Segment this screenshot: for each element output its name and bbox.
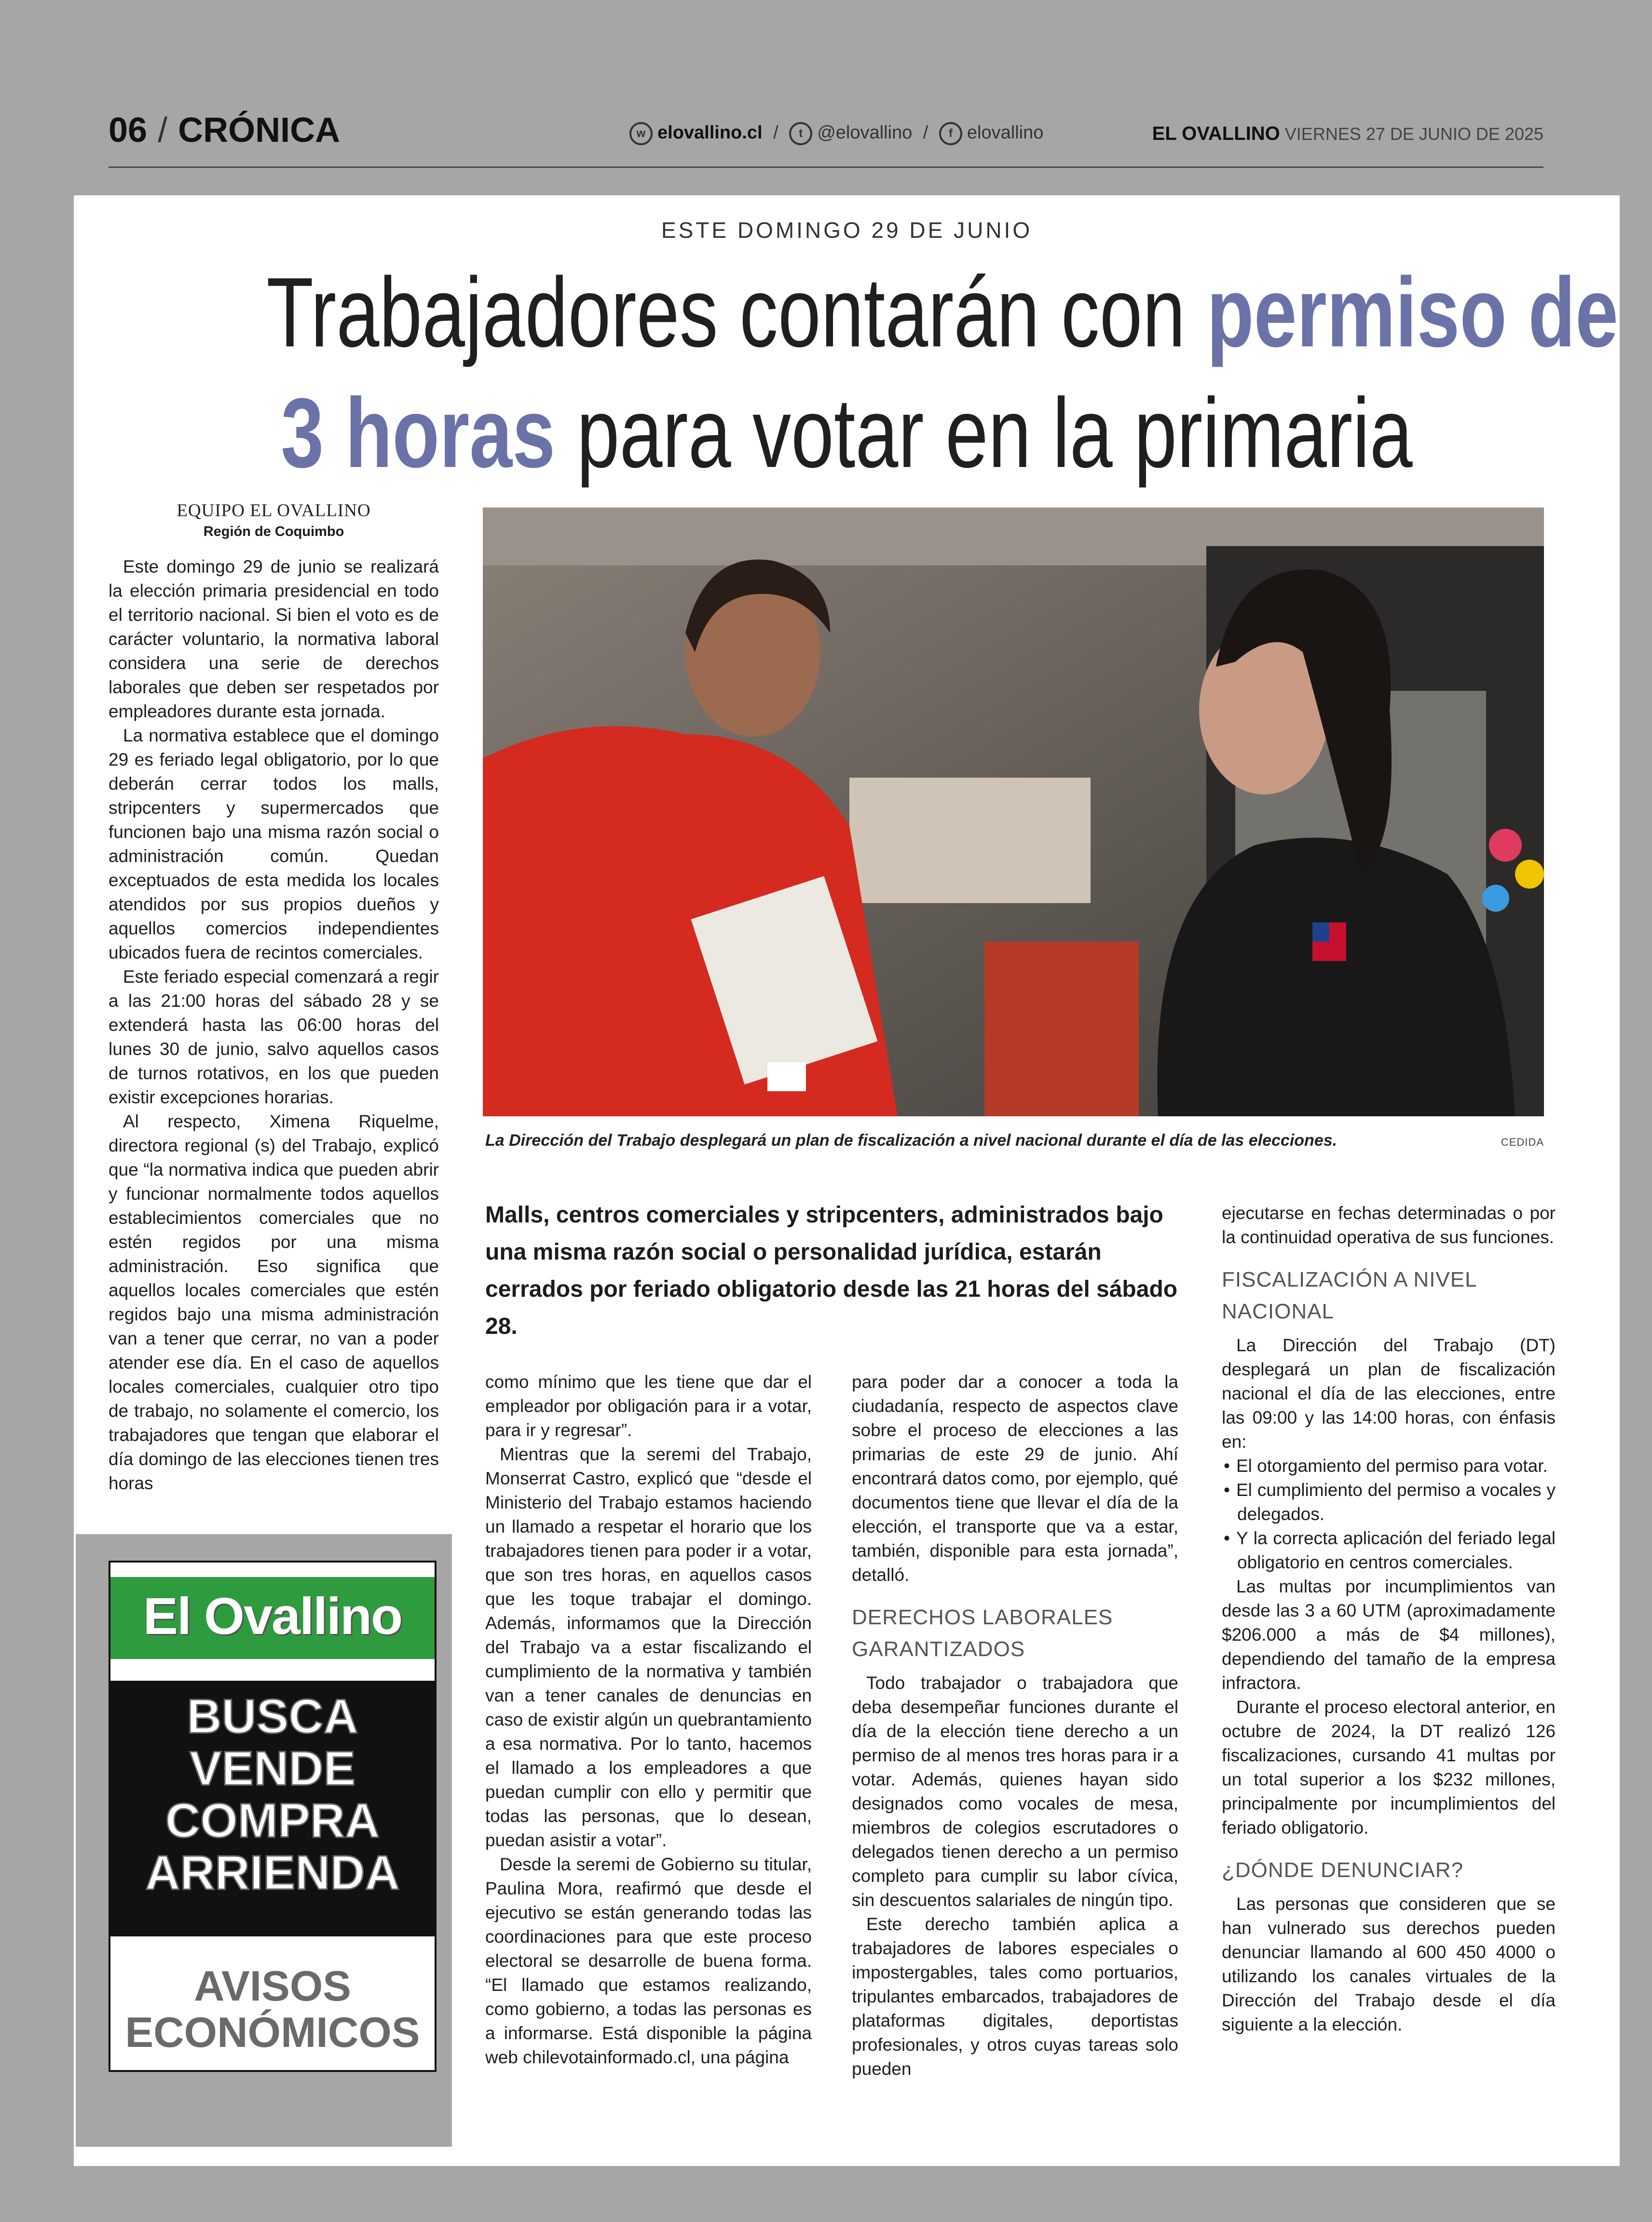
subheading: FISCALIZACIÓN A NIVEL NACIONAL bbox=[1222, 1268, 1476, 1323]
photo-illustration bbox=[483, 507, 1544, 1116]
facebook-handle[interactable]: elovallino bbox=[967, 123, 1044, 143]
ad-words bbox=[110, 1690, 435, 1899]
subheading: DERECHOS LABORALES GARANTIZADOS bbox=[852, 1605, 1113, 1661]
headline-plain: para votar en la primaria bbox=[555, 378, 1413, 488]
headline-line-2 bbox=[266, 373, 1427, 494]
subheading: ¿DÓNDE DENUNCIAR? bbox=[1222, 1858, 1464, 1882]
headline-highlight: 3 horas bbox=[281, 378, 556, 488]
brand-name: EL OVALLINO bbox=[1152, 123, 1280, 144]
byline bbox=[109, 500, 439, 540]
facebook-icon: f bbox=[939, 122, 962, 145]
paragraph: para poder dar a conocer a toda la ciudadanía, respecto de aspectos clave sobre el proceso de elecciones a las primarias de este 29 de junio. Ahí encontrará datos como, por ejemplo, qué documentos tiene que llevar el día de la elección, el transporte que va a estar, también, disponible para esta jornada”, detalló. bbox=[852, 1372, 1178, 1585]
paragraph: Todo trabajador o trabajadora que deba desempeñar funciones durante el día de la elección tiene derecho a un permiso de al menos tres horas para ir a votar. Además, quienes hayan sido designados como vocales de mesa, miembros de colegios escrutadores o delegados tienen derecho a un permiso completo para cumplir su labor cívica, sin descuentos salariales de ningún tipo. bbox=[852, 1673, 1178, 1910]
ad-logo: El Ovallino bbox=[143, 1587, 402, 1645]
paragraph: ejecutarse en fechas determinadas o por la continuidad operativa de sus funciones. bbox=[1222, 1203, 1556, 1247]
paragraph: La Dirección del Trabajo (DT) desplegará un plan de fiscalización nacional el día de las elecciones, entre las 09:00 y las 14:00 horas, con énfasis en: bbox=[1222, 1335, 1556, 1452]
paragraph: Al respecto, Ximena Riquelme, directora regional (s) del Trabajo, explicó que “la normativa indica que pueden abrir y funcionar normalmente todos aquellos establecimientos comerciales que no estén regidos por una misma administración. Eso significa que aquellos locales comerciales que estén regidos bajo una misma administración van a tener que cerrar, no van a poder atender ese día. En el caso de aquellos locales comerciales, cualquier otro tipo de trabajo, no solamente el comercio, los trabajadores que tengan que elaborar el día domingo de las elecciones tienen tres horas bbox=[109, 1111, 439, 1493]
slash-divider: / bbox=[158, 111, 168, 150]
byline-region: Región de Coquimbo bbox=[203, 524, 344, 539]
byline-author: EQUIPO EL OVALLINO bbox=[177, 501, 371, 521]
ad-frame bbox=[76, 1534, 452, 2147]
bullet-item: • El cumplimiento del permiso a vocales y delegados. bbox=[1222, 1478, 1556, 1526]
paragraph: La normativa establece que el domingo 29 es feriado legal obligatorio, por lo que deberán cerrar todos los malls, stripcenters y supermercados que funcionen bajo una misma razón social o administración común. Quedan exceptuados de esta medida los locales atendidos por sus propios dueños y aquellos comercios independientes ubicados fuera de recintos comerciales. bbox=[109, 726, 439, 962]
paragraph: Este derecho también aplica a trabajadores de labores especiales o impostergables, tales como portuarios, tripulantes embarcados, trabajadores de plataformas digitales, deportistas profesionales, y otros cuyas tareas solo pueden bbox=[852, 1914, 1178, 2079]
page-number: 06 bbox=[109, 111, 148, 150]
photo-credit: CEDIDA bbox=[1501, 1136, 1544, 1148]
article-photo bbox=[483, 507, 1544, 1116]
kicker: ESTE DOMINGO 29 DE JUNIO bbox=[661, 218, 1033, 243]
photo-caption: La Dirección del Trabajo desplegará un plan de fiscalización a nivel nacional durante el día de las elecciones. bbox=[485, 1131, 1338, 1150]
paragraph: Durante el proceso electoral anterior, en octubre de 2024, la DT realizó 126 fiscalizaciones, cursando 41 multas por un total superior a los $232 millones, principalmente por incumplimientos del feriado obligatorio. bbox=[1222, 1697, 1556, 1838]
text-column-4 bbox=[1222, 1201, 1556, 2037]
page-section bbox=[109, 110, 340, 150]
bullet-item: • El otorgamiento del permiso para votar. bbox=[1222, 1454, 1556, 1478]
section-name: CRÓNICA bbox=[178, 111, 341, 150]
text-column-1 bbox=[109, 555, 439, 1495]
paragraph: Este feriado especial comenzará a regir a las 21:00 horas del sábado 28 y se extenderá hasta las 06:00 horas del lunes 30 de junio, salvo aquellos casos de turnos rotativos, en los que pueden existir excepciones horarias. bbox=[109, 967, 439, 1107]
twitter-handle[interactable]: @elovallino bbox=[817, 123, 913, 143]
paragraph: Desde la seremi de Gobierno su titular, Paulina Mora, reafirmó que desde el ejecutivo se están generando todas las coordinaciones para que este proceso electoral se desarrolle de buena forma. “El llamado que estamos realizando, como gobierno, a todas las personas es a informarse. Está disponible la página web chilevotainformado.cl, una página bbox=[485, 1854, 812, 2067]
www-icon: w bbox=[629, 122, 653, 145]
text-column-2 bbox=[485, 1370, 812, 2070]
text-column-3 bbox=[852, 1370, 1178, 2081]
ad-logo-bar bbox=[110, 1577, 435, 1659]
ad-bottom-word: AVISOS bbox=[193, 1962, 351, 2010]
ad-word: ARRIENDA bbox=[145, 1846, 400, 1900]
paragraph: Las multas por incumplimientos van desde las 3 a 60 UTM (aproximadamente $206.000 a más de $4 millones), dependiendo del tamaño de la empresa infractora. bbox=[1222, 1577, 1556, 1693]
classifieds-ad[interactable] bbox=[109, 1561, 437, 2072]
paragraph: Las personas que consideren que se han vulnerado sus derechos pueden denunciar llamando al 600 450 4000 o utilizando los canales virtuales de la Dirección del Trabajo desde el día siguiente a la elección. bbox=[1222, 1894, 1556, 2034]
divider: / bbox=[923, 123, 928, 143]
lead-paragraph: Malls, centros comerciales y stripcenters, administrados bajo una misma razón social o personalidad jurídica, estarán cerrados por feriado obligatorio desde las 21 horas del sábado 28. bbox=[485, 1202, 1178, 1339]
article-card bbox=[74, 195, 1620, 2166]
edition-info bbox=[1152, 123, 1543, 145]
ad-word: VENDE bbox=[189, 1742, 356, 1796]
paragraph: Este domingo 29 de junio se realizará la elección primaria presidencial en todo el territorio nacional. Si bien el voto es de carácter voluntario, la normativa laboral considera una serie de derechos laborales que deben ser respetados por empleadores durante esta jornada. bbox=[109, 557, 439, 721]
paragraph: Mientras que la seremi del Trabajo, Monserrat Castro, explicó que “desde el Ministerio del Trabajo estamos haciendo un llamado a respetar el horario que los trabajadores tienen para poder ir a votar, que son tres horas, en aquellos casos que les toque trabajar el domingo. Además, informamos que la Dirección del Trabajo va a estar fiscalizando el cumplimiento de la normativa y también van a tener canales de denuncias en caso de existir algún un quebrantamiento a esa normativa. Por lo tanto, hacemos el llamado a los empleadores a que puedan cumplir con ello y permitir que todas las personas, que lo desean, puedan asistir a votar”. bbox=[485, 1444, 812, 1850]
headline-plain: Trabajadores contarán con bbox=[266, 257, 1207, 368]
bullet-item: • Y la correcta aplicación del feriado legal obligatorio en centros comerciales. bbox=[1222, 1526, 1556, 1575]
masthead bbox=[109, 104, 1543, 168]
website-link[interactable]: elovallino.cl bbox=[657, 123, 763, 143]
ad-bottom-word: ECONÓMICOS bbox=[125, 2008, 420, 2056]
divider: / bbox=[773, 123, 778, 143]
social-links bbox=[629, 122, 1043, 145]
headline-highlight: permiso de bbox=[1206, 257, 1618, 368]
edition-date: VIERNES 27 DE JUNIO DE 2025 bbox=[1284, 124, 1543, 144]
headline-line-1 bbox=[266, 252, 1618, 373]
ad-bottom-text bbox=[110, 1963, 435, 2056]
twitter-icon: t bbox=[789, 122, 812, 145]
headline bbox=[266, 252, 1618, 494]
ad-word: BUSCA bbox=[187, 1689, 358, 1743]
ad-word: COMPRA bbox=[165, 1794, 380, 1848]
paragraph: como mínimo que les tiene que dar el empleador por obligación para ir a votar, para ir y regresar”. bbox=[485, 1372, 812, 1440]
